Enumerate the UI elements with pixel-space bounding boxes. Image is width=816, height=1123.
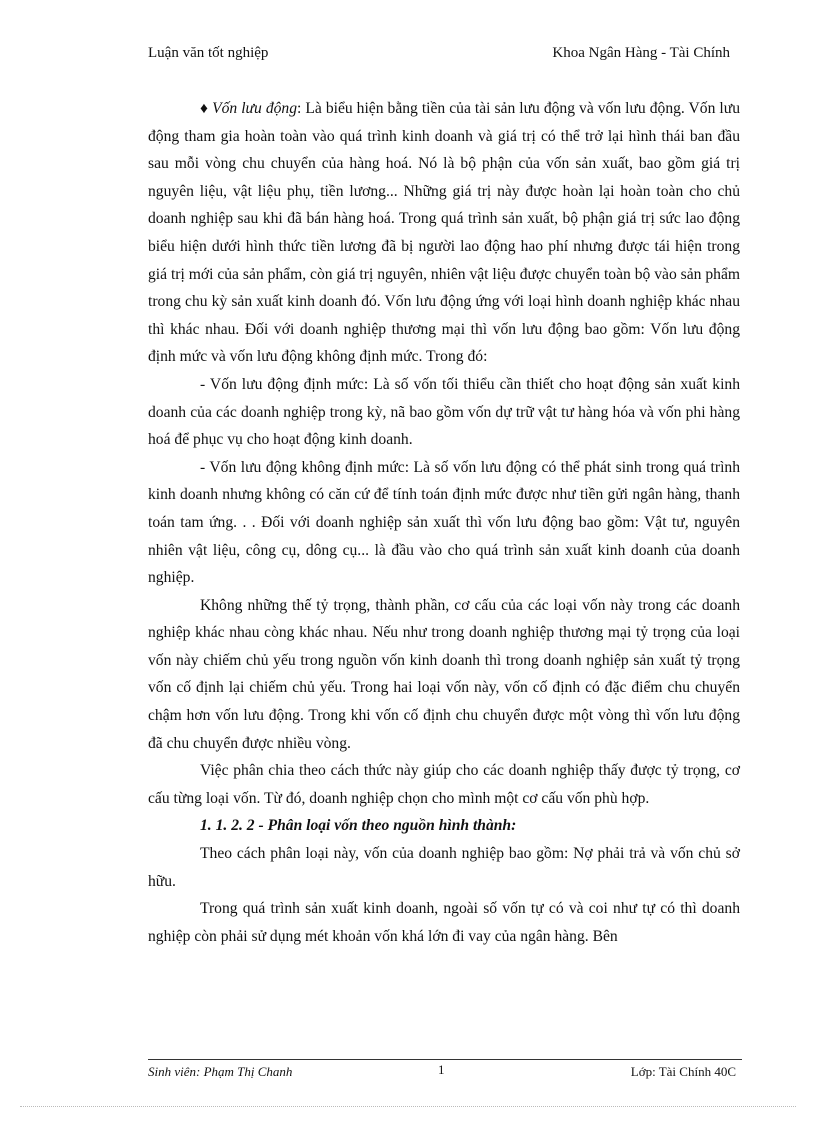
paragraph-capital-sources: Theo cách phân loại này, vốn của doanh nghiệp bao gồm: Nợ phải trả và vốn chủ sở hữu. — [148, 845, 740, 890]
page-header — [148, 45, 730, 67]
footer-student-name: Sinh viên: Phạm Thị Chanh — [148, 1064, 293, 1079]
header-faculty: Khoa Ngân Hàng - Tài Chính — [552, 45, 730, 61]
paragraph-unnormed-capital: - Vốn lưu động không định mức: Là số vốn lưu động có thể phát sinh trong quá trình kinh doanh nhưng không có căn cứ để tính toán định mức được như tiền gửi ngân hàng, thanh toán tam ứng. . . Đối với doanh nghiệp sản xuất thì vốn lưu động bao gồm: Vật tư, nguyên nhiên vật liệu, công cụ, dông cụ... là đầu vào cho quá trình sản xuất kinh doanh của doanh nghiệp. — [148, 458, 740, 587]
header-thesis-title: Luận văn tốt nghiệp — [148, 45, 269, 61]
paragraph-borrowed-capital: Trong quá trình sản xuất kinh doanh, ngoài số vốn tự có và coi như tự có thì doanh nghiệp còn phải sử dụng mét khoản vốn khá lớn đi vay của ngân hàng. Bên — [148, 900, 740, 945]
paragraph-text: : Là biểu hiện bằng tiền của tài sản lưu động và vốn lưu động. Vốn lưu động tham gia hoàn toàn vào quá trình kinh doanh và giá trị có thể trở lại hình thái ban đầu sau mỗi vòng chu chuyển của hàng hoá. Nó là bộ phận của vốn sản xuất, bao gồm giá trị nguyên liệu, vật liệu phụ, tiền lương... Những giá trị này được hoàn lại hoàn toàn cho chủ doanh nghiệp sau khi đã bán hàng hoá. Trong quá trình sản xuất, bộ phận giá trị sức lao động biểu hiện dưới hình thức tiền lương đã bị người lao động hao phí nhưng được tái hiện trong giá trị mới của sản phẩm, còn giá trị nguyên, nhiên vật liệu được chuyển toàn bộ vào sản phẩm trong chu kỳ sản xuất kinh doanh đó. Vốn lưu động ứng với loại hình doanh nghiệp khác nhau thì khác nhau. Đối với doanh nghiệp thương mại thì vốn lưu động bao gồm: Vốn lưu động định mức và vốn lưu động không định mức. Trong đó: — [148, 100, 740, 366]
paragraph-normed-capital: - Vốn lưu động định mức: Là số vốn tối thiểu cần thiết cho hoạt động sản xuất kinh doanh của các doanh nghiệp trong kỳ, nã bao gồm vốn dự trữ vật tư hàng hóa và vốn phi hàng hoá để phục vụ cho hoạt động kinh doanh. — [148, 375, 740, 449]
footer-divider — [148, 1059, 742, 1060]
document-body — [148, 95, 740, 950]
page-footer — [148, 1064, 742, 1084]
term-working-capital: Vốn lưu động — [212, 100, 298, 117]
section-heading: 1. 1. 2. 2 - Phân loại vốn theo nguồn hình thành: — [200, 817, 517, 835]
paragraph-classification-benefit: Việc phân chia theo cách thức này giúp cho các doanh nghiệp thấy được tỷ trọng, cơ cấu từng loại vốn. Từ đó, doanh nghiệp chọn cho mình một cơ cấu vốn phù hợp. — [148, 762, 740, 807]
paragraph-working-capital — [148, 95, 740, 371]
footer-class: Lớp: Tài Chính 40C — [630, 1064, 736, 1079]
page-number: 1 — [438, 1062, 445, 1077]
page-boundary — [20, 1106, 796, 1107]
diamond-bullet-icon: ♦ — [200, 100, 213, 117]
paragraph-capital-structure: Không những thế tỷ trọng, thành phần, cơ cấu của các loại vốn này trong các doanh nghiệp khác nhau còng khác nhau. Nếu như trong doanh nghiệp thương mại tỷ trọng của loại vốn này chiếm chủ yếu trong nguồn vốn kinh doanh thì trong doanh nghiệp sản xuất tỷ trọng vốn cố định lại chiếm chủ yếu. Trong hai loại vốn này, vốn cố định có đặc điểm chu chuyển chậm hơn vốn lưu động. Trong khi vốn cố định chu chuyển được một vòng thì vốn lưu động đã chu chuyển được nhiều vòng. — [148, 596, 740, 752]
